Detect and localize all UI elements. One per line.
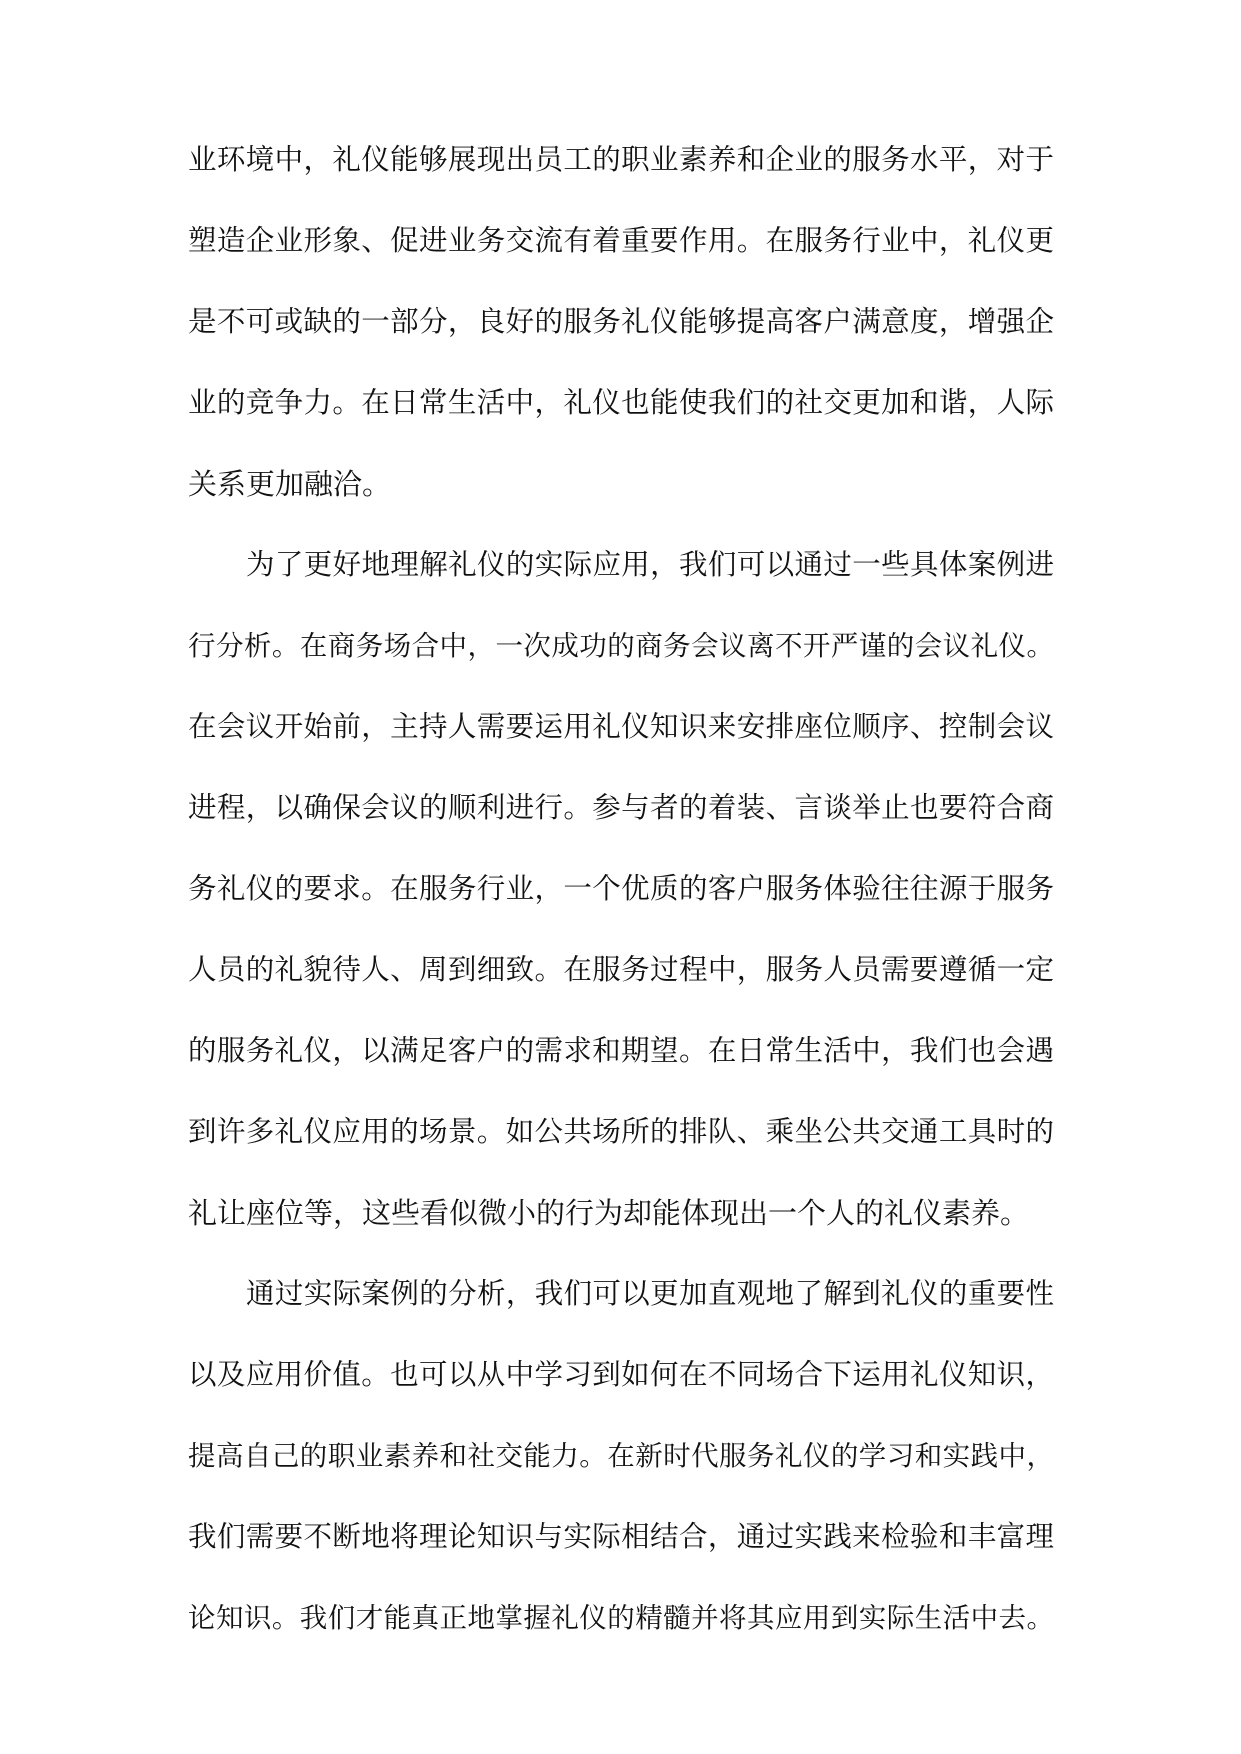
paragraph-3-line-2: 以及应用价值。也可以从中学习到如何在不同场合下运用礼仪知识， [188, 1358, 1054, 1391]
paragraph-1-line-2: 塑造企业形象、促进业务交流有着重要作用。在服务行业中，礼仪更 [188, 224, 1054, 257]
paragraph-3-line-4: 我们需要不断地将理论知识与实际相结合，通过实践来检验和丰富理 [188, 1520, 1054, 1553]
paragraph-1-line-4: 业的竞争力。在日常生活中，礼仪也能使我们的社交更加和谐，人际 [188, 386, 1054, 419]
paragraph-2-line-7: 的服务礼仪，以满足客户的需求和期望。在日常生活中，我们也会遇 [188, 1034, 1054, 1067]
paragraph-2-line-2: 行分析。在商务场合中，一次成功的商务会议离不开严谨的会议礼仪。 [188, 630, 1054, 662]
paragraph-1-line-3: 是不可或缺的一部分，良好的服务礼仪能够提高客户满意度，增强企 [188, 305, 1054, 338]
paragraph-1-line-1: 业环境中，礼仪能够展现出员工的职业素养和企业的服务水平，对于 [188, 143, 1054, 176]
paragraph-2-line-4: 进程，以确保会议的顺利进行。参与者的着装、言谈举止也要符合商 [188, 791, 1054, 824]
paragraph-2-line-6: 人员的礼貌待人、周到细致。在服务过程中，服务人员需要遵循一定 [188, 953, 1054, 986]
paragraph-2-line-3: 在会议开始前，主持人需要运用礼仪知识来安排座位顺序、控制会议 [188, 710, 1054, 743]
paragraph-3-line-5: 论知识。我们才能真正地掌握礼仪的精髓并将其应用到实际生活中去。 [188, 1602, 1054, 1634]
paragraph-2-line-1: 为了更好地理解礼仪的实际应用，我们可以通过一些具体案例进 [246, 548, 1054, 581]
paragraph-3-line-1: 通过实际案例的分析，我们可以更加直观地了解到礼仪的重要性 [246, 1277, 1054, 1310]
paragraph-3-line-3: 提高自己的职业素养和社交能力。在新时代服务礼仪的学习和实践中， [188, 1440, 1054, 1472]
paragraph-2-line-9: 礼让座位等，这些看似微小的行为却能体现出一个人的礼仪素养。 [188, 1196, 1030, 1230]
paragraph-1-line-5: 关系更加融洽。 [188, 467, 392, 501]
paragraph-2-line-8: 到许多礼仪应用的场景。如公共场所的排队、乘坐公共交通工具时的 [188, 1115, 1054, 1148]
paragraph-2-line-5: 务礼仪的要求。在服务行业，一个优质的客户服务体验往往源于服务 [188, 872, 1054, 905]
